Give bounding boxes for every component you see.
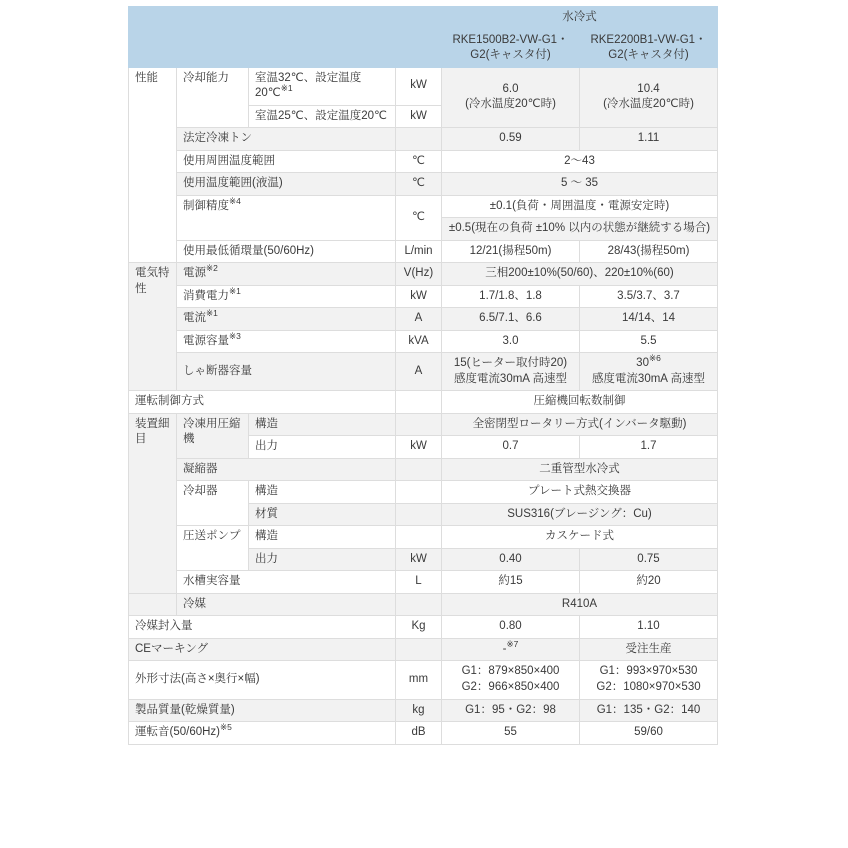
header-model-2: RKE2200B1-VW-G1・G2(キャスタ付) <box>580 29 718 67</box>
value-model2-compressor-output: 1.7 <box>580 436 718 459</box>
footnote-marker: ※7 <box>506 639 519 650</box>
header-model-1: RKE1500B2-VW-G1・G2(キャスタ付) <box>442 29 580 67</box>
table-row <box>129 481 718 504</box>
row-label-condenser: 凝縮器 <box>177 458 396 481</box>
value-sub: 感度電流30mA 高速型 <box>591 372 706 385</box>
table-row <box>129 699 718 722</box>
value-control-accuracy-1: ±0.1(負荷・周囲温度・電源安定時) <box>442 195 718 218</box>
value-cooler-structure: プレート式熱交換器 <box>442 481 718 504</box>
value-pump-structure: カスケード式 <box>442 526 718 549</box>
group-label-electrical: 電気特性 <box>129 263 177 391</box>
value-main: 10.4 <box>637 82 660 95</box>
value-main: 15(ヒーター取付時20) <box>453 357 568 370</box>
unit-operating-noise: dB <box>396 722 442 745</box>
value-model1-pump-output: 0.40 <box>442 548 580 571</box>
value-model2-power-consumption: 3.5/3.7、3.7 <box>580 285 718 308</box>
value-liquid-temp-range: 5 〜 35 <box>442 173 718 196</box>
value-control-accuracy-2: ±0.5(現在の負荷 ±10% 以内の状態が継続する場合) <box>442 218 718 241</box>
row-label-product-weight: 製品質量(乾燥質量) <box>129 699 396 722</box>
table-row <box>129 638 718 661</box>
row-label-text: 電流 <box>183 312 206 325</box>
subgroup-label-compressor: 冷凍用圧縮機 <box>177 413 249 458</box>
row-label-text: 電源 <box>183 267 206 280</box>
table-row <box>129 722 718 745</box>
table-row <box>129 616 718 639</box>
footnote-marker: ※1 <box>206 308 218 319</box>
unit-min-circulation: L/min <box>396 240 442 263</box>
table-header-row-group <box>129 7 718 30</box>
unit-condenser <box>396 458 442 481</box>
row-label-text: 制御精度 <box>183 199 229 212</box>
unit-liquid-temp-range: ℃ <box>396 173 442 196</box>
unit-power-consumption: kW <box>396 285 442 308</box>
row-label-refrigerant-charge: 冷媒封入量 <box>129 616 396 639</box>
row-label-liquid-temp-range: 使用温度範囲(液温) <box>177 173 396 196</box>
unit-control-accuracy: ℃ <box>396 195 442 240</box>
subgroup-label-pump: 圧送ポンプ <box>177 526 249 571</box>
value-model1-tank-capacity: 約15 <box>442 571 580 594</box>
table-row <box>129 263 718 286</box>
unit-cooler-material <box>396 503 442 526</box>
value-main: 30 <box>636 357 649 370</box>
value-model2-refrigerant-charge: 1.10 <box>580 616 718 639</box>
row-label-min-circulation: 使用最低循環量(50/60Hz) <box>177 240 396 263</box>
footnote-marker: ※5 <box>220 722 232 733</box>
unit-compressor-structure <box>396 413 442 436</box>
unit-operation-control <box>396 391 442 414</box>
group-label-device-detail: 装置細目 <box>129 413 177 593</box>
value-sub: (冷水温度20℃時) <box>465 98 556 111</box>
value-condenser: 二重管型水冷式 <box>442 458 718 481</box>
unit-breaker-capacity: A <box>396 353 442 391</box>
value-model1-power-consumption: 1.7/1.8、1.8 <box>442 285 580 308</box>
row-label-power-source <box>177 263 396 286</box>
unit-power-source: V(Hz) <box>396 263 442 286</box>
table-row <box>129 128 718 151</box>
value-main: - <box>502 642 507 655</box>
value-operation-control: 圧縮機回転数制御 <box>442 391 718 414</box>
row-label-pump-structure: 構造 <box>249 526 396 549</box>
footnote-marker: ※6 <box>648 353 661 364</box>
subgroup-label-cooling-capacity: 冷却能力 <box>177 67 249 128</box>
value-model1-ce-marking <box>442 638 580 661</box>
unit-ce-marking <box>396 638 442 661</box>
value-model2-product-weight: G1：135・G2：140 <box>580 699 718 722</box>
value-model1-dimensions <box>442 661 580 699</box>
footnote-marker: ※2 <box>206 263 218 274</box>
value-model1-compressor-output: 0.7 <box>442 436 580 459</box>
row-label-text: 室温32℃、設定温度20℃ <box>255 71 362 100</box>
row-label-control-accuracy <box>177 195 396 240</box>
table-row <box>129 173 718 196</box>
footnote-marker: ※3 <box>229 330 241 341</box>
value-line1: G1：879×850×400 <box>461 665 560 678</box>
row-label-ce-marking: CEマーキング <box>129 638 396 661</box>
unit-refrigerant-charge: Kg <box>396 616 442 639</box>
value-ambient-temp-range: 2〜43 <box>442 150 718 173</box>
subgroup-label-cooler: 冷却器 <box>177 481 249 526</box>
table-row <box>129 661 718 699</box>
header-cooling-type: 水冷式 <box>442 7 718 30</box>
table-row <box>129 240 718 263</box>
table-row <box>129 285 718 308</box>
group-label-device-detail-cont <box>129 593 177 616</box>
value-refrigerant: R410A <box>442 593 718 616</box>
row-label-tank-capacity: 水槽実容量 <box>177 571 396 594</box>
table-row <box>129 67 718 105</box>
row-label-breaker-capacity: しゃ断器容量 <box>177 353 396 391</box>
value-line2: G2：1080×970×530 <box>596 680 701 693</box>
header-empty-corner <box>129 7 442 68</box>
value-model2-legal-ton: 1.11 <box>580 128 718 151</box>
row-label-compressor-structure: 構造 <box>249 413 396 436</box>
unit-cooling-capacity-32: kW <box>396 67 442 105</box>
unit-current: A <box>396 308 442 331</box>
table-row <box>129 308 718 331</box>
row-label-pump-output: 出力 <box>249 548 396 571</box>
row-label-cooling-capacity-32 <box>249 67 396 105</box>
footnote-marker: ※1 <box>280 83 293 94</box>
row-label-power-capacity <box>177 330 396 353</box>
value-model1-cooling-capacity <box>442 67 580 128</box>
specification-table <box>128 6 718 745</box>
table-row <box>129 571 718 594</box>
value-model2-power-capacity: 5.5 <box>580 330 718 353</box>
value-model2-pump-output: 0.75 <box>580 548 718 571</box>
unit-cooling-capacity-25: kW <box>396 105 442 128</box>
unit-pump-output: kW <box>396 548 442 571</box>
unit-legal-refrigeration-ton <box>396 128 442 151</box>
row-label-text: 電源容量 <box>183 334 229 347</box>
table-row <box>129 391 718 414</box>
value-line1: G1：993×970×530 <box>599 665 698 678</box>
row-label-current <box>177 308 396 331</box>
value-sub: 感度電流30mA 高速型 <box>453 372 568 385</box>
unit-power-capacity: kVA <box>396 330 442 353</box>
row-label-cooler-structure: 構造 <box>249 481 396 504</box>
value-model1-operating-noise: 55 <box>442 722 580 745</box>
value-model1-min-circulation: 12/21(揚程50m) <box>442 240 580 263</box>
unit-pump-structure <box>396 526 442 549</box>
row-label-ambient-temp-range: 使用周囲温度範囲 <box>177 150 396 173</box>
value-line2: G2：966×850×400 <box>461 680 560 693</box>
value-model2-ce-marking: 受注生産 <box>580 638 718 661</box>
value-cooler-material: SUS316(ブレージング：Cu) <box>442 503 718 526</box>
table-row <box>129 593 718 616</box>
unit-cooler-structure <box>396 481 442 504</box>
row-label-cooler-material: 材質 <box>249 503 396 526</box>
value-model2-tank-capacity: 約20 <box>580 571 718 594</box>
unit-refrigerant <box>396 593 442 616</box>
footnote-marker: ※4 <box>229 195 241 206</box>
value-model1-legal-ton: 0.59 <box>442 128 580 151</box>
table-row <box>129 330 718 353</box>
unit-dimensions: mm <box>396 661 442 699</box>
table-row <box>129 413 718 436</box>
spec-table-container <box>128 6 717 745</box>
value-power-source: 三相200±10%(50/60)、220±10%(60) <box>442 263 718 286</box>
row-label-operation-control: 運転制御方式 <box>129 391 396 414</box>
row-label-refrigerant: 冷媒 <box>177 593 396 616</box>
unit-ambient-temp-range: ℃ <box>396 150 442 173</box>
row-label-text: 消費電力 <box>183 289 229 302</box>
group-label-performance: 性能 <box>129 67 177 263</box>
table-row <box>129 195 718 218</box>
value-model1-breaker-capacity <box>442 353 580 391</box>
value-model1-power-capacity: 3.0 <box>442 330 580 353</box>
value-model2-breaker-capacity <box>580 353 718 391</box>
table-row <box>129 150 718 173</box>
value-sub: (冷水温度20℃時) <box>603 98 694 111</box>
value-main: 6.0 <box>502 82 519 95</box>
value-model2-min-circulation: 28/43(揚程50m) <box>580 240 718 263</box>
value-model2-dimensions <box>580 661 718 699</box>
row-label-operating-noise <box>129 722 396 745</box>
value-model2-operating-noise: 59/60 <box>580 722 718 745</box>
table-row <box>129 353 718 391</box>
row-label-cooling-capacity-25: 室温25℃、設定温度20℃ <box>249 105 396 128</box>
row-label-legal-refrigeration-ton: 法定冷凍トン <box>177 128 396 151</box>
row-label-power-consumption <box>177 285 396 308</box>
unit-tank-capacity: L <box>396 571 442 594</box>
value-model1-refrigerant-charge: 0.80 <box>442 616 580 639</box>
unit-compressor-output: kW <box>396 436 442 459</box>
value-model1-current: 6.5/7.1、6.6 <box>442 308 580 331</box>
footnote-marker: ※1 <box>229 285 241 296</box>
row-label-compressor-output: 出力 <box>249 436 396 459</box>
value-compressor-structure: 全密閉型ロータリー方式(インバータ駆動) <box>442 413 718 436</box>
value-model2-cooling-capacity <box>580 67 718 128</box>
unit-product-weight: kg <box>396 699 442 722</box>
table-row <box>129 526 718 549</box>
value-model2-current: 14/14、14 <box>580 308 718 331</box>
row-label-dimensions: 外形寸法(高さ×奥行×幅) <box>129 661 396 699</box>
value-model1-product-weight: G1：95・G2：98 <box>442 699 580 722</box>
row-label-text: 運転音(50/60Hz) <box>135 726 220 739</box>
table-row <box>129 458 718 481</box>
